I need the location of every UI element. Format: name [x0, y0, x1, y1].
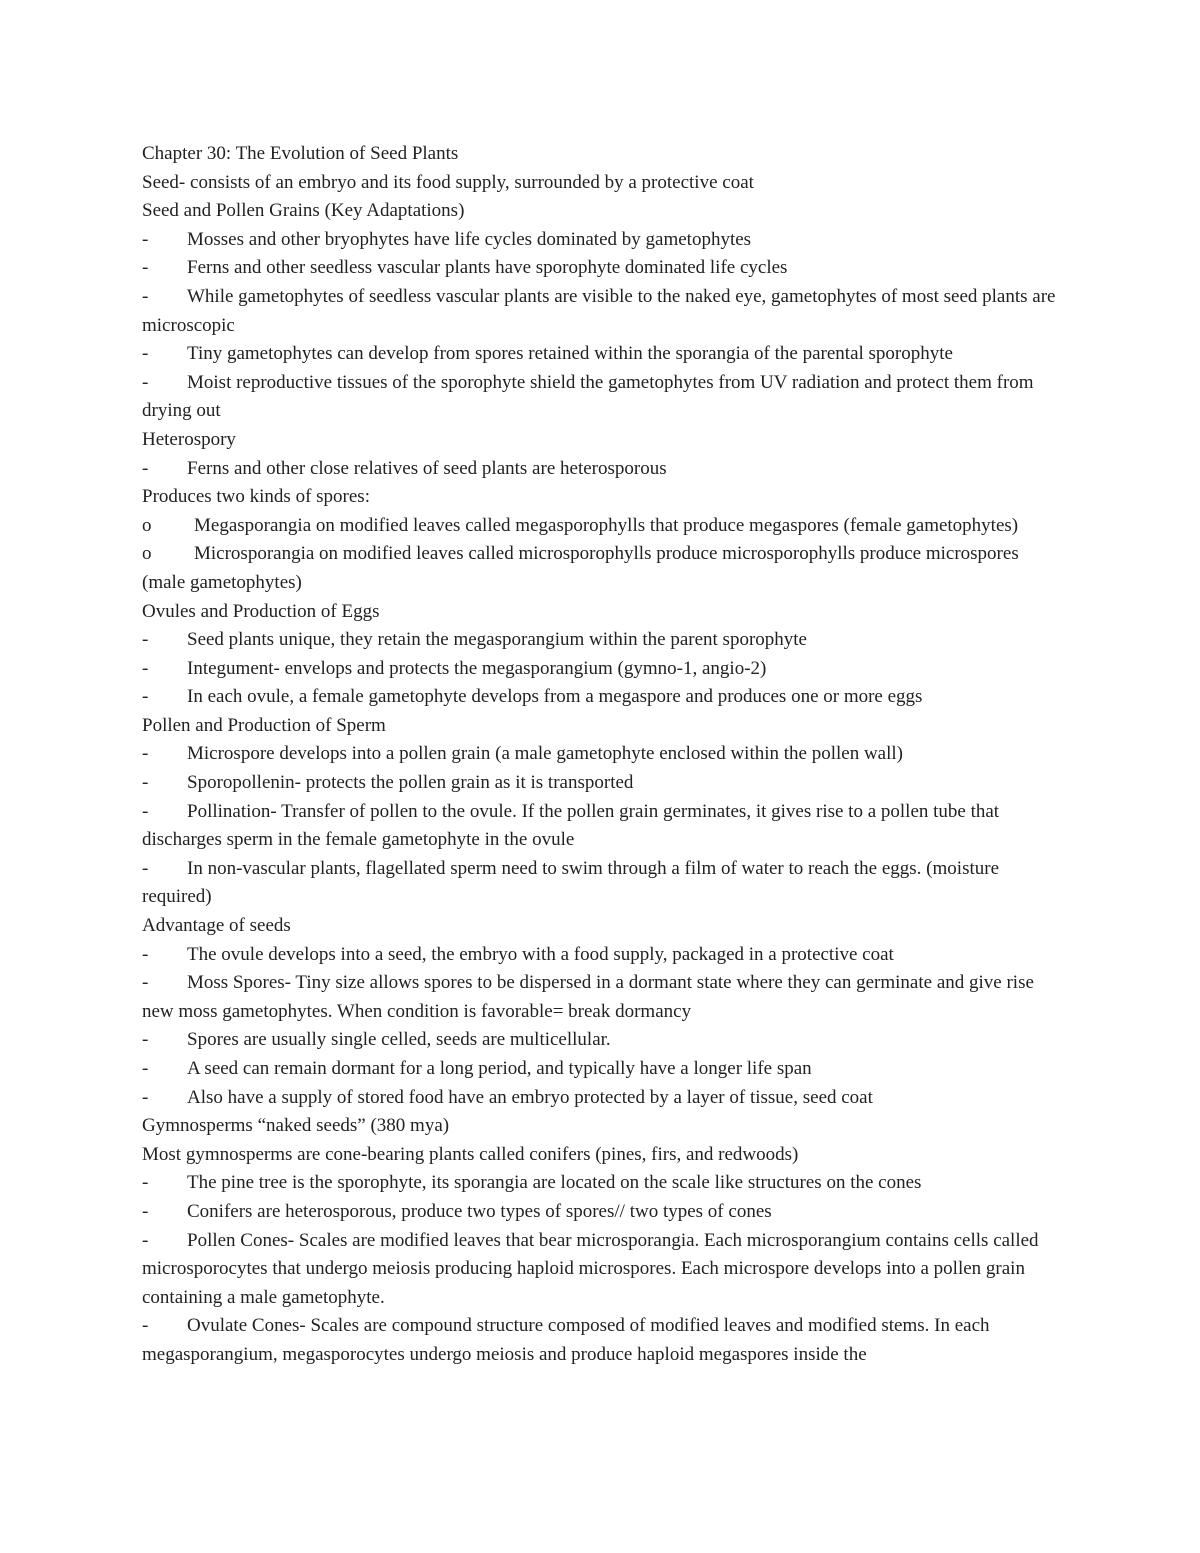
paragraph-line: Heterospory	[142, 428, 236, 450]
dash-bullet-marker: -	[142, 972, 149, 994]
bullet-text: Pollen Cones- Scales are modified leaves that bear microsporangia. Each microsporangium contains cells called microsporocytes that undergo meiosis producing haploid microspores. Each microspore develops into a pollen grain containing a male gametophyte.	[142, 1229, 1039, 1308]
bullet-item	[142, 798, 1057, 855]
dash-bullet-marker: -	[142, 343, 149, 365]
bullet-text: The ovule develops into a seed, the embryo with a food supply, packaged in a protective coat	[187, 943, 894, 965]
bullet-item	[142, 626, 1057, 655]
dash-bullet-marker: -	[142, 285, 149, 307]
document-body	[142, 140, 1057, 1370]
bullet-text: Moss Spores- Tiny size allows spores to be dispersed in a dormant state where they can germinate and give rise new moss gametophytes. When condition is favorable= break dormancy	[142, 972, 1034, 1022]
dash-bullet-marker: -	[142, 857, 149, 879]
bullet-text: Ferns and other close relatives of seed plants are heterosporous	[187, 457, 667, 479]
sub-bullet-item	[142, 540, 1057, 597]
dash-bullet-marker: -	[142, 800, 149, 822]
bullet-text: Tiny gametophytes can develop from spores retained within the sporangia of the parental sporophyte	[187, 343, 953, 365]
bullet-text: Ferns and other seedless vascular plants have sporophyte dominated life cycles	[187, 257, 788, 279]
bullet-text: Moist reproductive tissues of the sporophyte shield the gametophytes from UV radiation and protect them from drying out	[142, 371, 1034, 422]
bullet-item	[142, 1055, 1057, 1084]
bullet-item	[142, 941, 1057, 970]
bullet-text: The pine tree is the sporophyte, its sporangia are located on the scale like structures on the cones	[187, 1172, 922, 1194]
dash-bullet-marker: -	[142, 1058, 149, 1079]
bullet-item	[142, 1026, 1057, 1055]
dash-bullet-marker: -	[142, 371, 149, 393]
bullet-text: Seed plants unique, they retain the megasporangium within the parent sporophyte	[187, 629, 807, 651]
circle-bullet-marker: o	[142, 543, 152, 565]
circle-bullet-marker: o	[142, 514, 152, 536]
bullet-item	[142, 740, 1057, 769]
dash-bullet-marker: -	[142, 1229, 149, 1251]
dash-bullet-marker: -	[142, 686, 149, 708]
paragraph-line: Advantage of seeds	[142, 915, 291, 937]
bullet-item	[142, 1169, 1057, 1198]
bullet-item	[142, 1198, 1057, 1227]
bullet-text: In non-vascular plants, flagellated sperm need to swim through a film of water to reach the eggs. (moisture required)	[142, 857, 999, 908]
dash-bullet-marker: -	[142, 1172, 149, 1194]
sub-bullet-item	[142, 512, 1057, 541]
paragraph-line: Pollen and Production of Sperm	[142, 714, 386, 736]
bullet-item	[142, 283, 1057, 340]
bullet-text: Pollination- Transfer of pollen to the ovule. If the pollen grain germinates, it gives rise to a pollen tube that discharges sperm in the female gametophyte in the ovule	[142, 800, 1000, 851]
dash-bullet-marker: -	[142, 743, 149, 765]
bullet-text: Also have a supply of stored food have an embryo protected by a layer of tissue, seed coat	[187, 1086, 873, 1108]
dash-bullet-marker: -	[142, 1086, 149, 1108]
paragraph-line: Most gymnosperms are cone-bearing plants called conifers (pines, firs, and redwoods)	[142, 1143, 799, 1165]
bullet-text: Microsporangia on modified leaves called microsporophylls produce microsporophylls produce microspores (male gametophytes)	[142, 543, 1019, 593]
bullet-item	[142, 655, 1057, 684]
paragraph-line: Produces two kinds of spores:	[142, 486, 370, 508]
dash-bullet-marker: -	[142, 1029, 149, 1051]
bullet-item	[142, 855, 1057, 912]
dash-bullet-marker: -	[142, 772, 149, 794]
dash-bullet-marker: -	[142, 257, 149, 279]
bullet-text: Integument- envelops and protects the megasporangium (gymno-1, angio-2)	[187, 657, 767, 679]
bullet-item	[142, 769, 1057, 798]
bullet-text: Sporopollenin- protects the pollen grain as it is transported	[187, 772, 634, 794]
dash-bullet-marker: -	[142, 629, 149, 651]
bullet-item	[142, 1312, 1057, 1369]
bullet-text: A seed can remain dormant for a long period, and typically have a longer life span	[187, 1058, 812, 1079]
bullet-text: In each ovule, a female gametophyte develops from a megaspore and produces one or more eggs	[187, 686, 923, 708]
bullet-item	[142, 369, 1057, 426]
paragraph-line: Seed and Pollen Grains (Key Adaptations)	[142, 200, 465, 222]
bullet-text: Mosses and other bryophytes have life cycles dominated by gametophytes	[187, 228, 752, 250]
bullet-item	[142, 1084, 1057, 1113]
dash-bullet-marker: -	[142, 457, 149, 479]
dash-bullet-marker: -	[142, 657, 149, 679]
dash-bullet-marker: -	[142, 228, 149, 250]
bullet-text: Spores are usually single celled, seeds are multicellular.	[187, 1029, 611, 1051]
bullet-item	[142, 969, 1057, 1026]
paragraph-line: Gymnosperms “naked seeds” (380 mya)	[142, 1115, 450, 1137]
paragraph-line: Ovules and Production of Eggs	[142, 600, 380, 622]
bullet-text: Megasporangia on modified leaves called megasporophylls that produce megaspores (female gametophytes)	[194, 514, 1019, 536]
dash-bullet-marker: -	[142, 943, 149, 965]
bullet-text: Microspore develops into a pollen grain (a male gametophyte enclosed within the pollen wall)	[187, 743, 903, 765]
paragraph-line: Seed- consists of an embryo and its food supply, surrounded by a protective coat	[142, 171, 754, 193]
bullet-item	[142, 455, 1057, 484]
page-title: Chapter 30: The Evolution of Seed Plants	[142, 143, 459, 164]
bullet-item	[142, 1227, 1057, 1313]
bullet-item	[142, 226, 1057, 255]
bullet-text: Conifers are heterosporous, produce two types of spores// two types of cones	[187, 1200, 772, 1222]
bullet-item	[142, 340, 1057, 369]
bullet-text: While gametophytes of seedless vascular plants are visible to the naked eye, gametophytes of most seed plants are microscopic	[142, 285, 1056, 336]
bullet-item	[142, 254, 1057, 283]
bullet-text: Ovulate Cones- Scales are compound structure composed of modified leaves and modified stems. In each megasporangium, megasporocytes undergo meiosis and produce haploid megaspores inside the	[142, 1315, 990, 1365]
dash-bullet-marker: -	[142, 1200, 149, 1222]
dash-bullet-marker: -	[142, 1315, 149, 1337]
bullet-item	[142, 683, 1057, 712]
